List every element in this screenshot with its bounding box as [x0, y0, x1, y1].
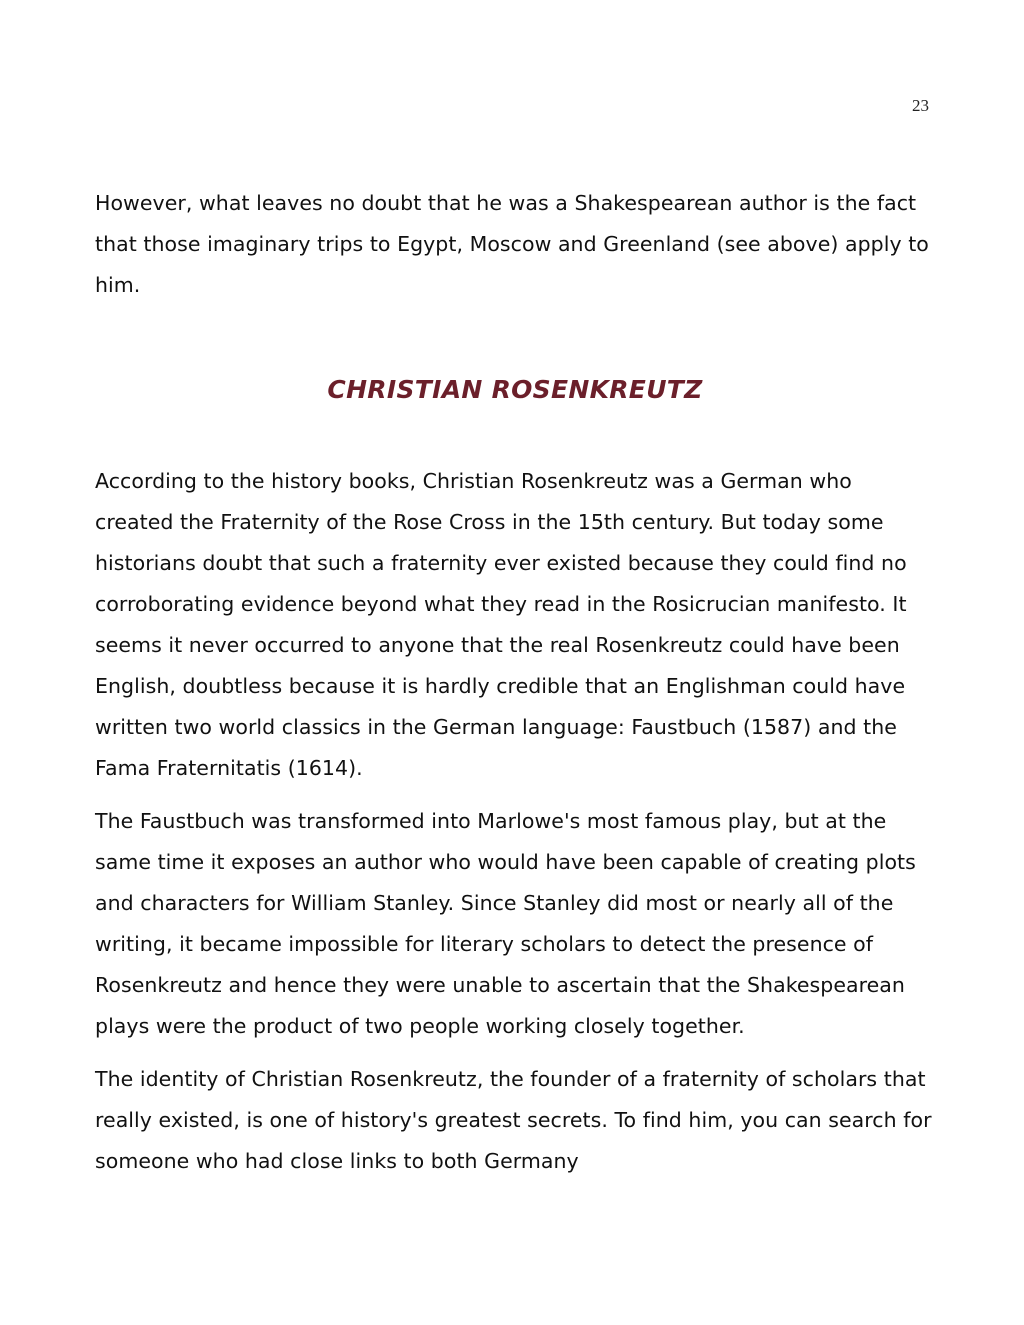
- paragraph-intro: However, what leaves no doubt that he was a Shakespearean author is the fact that those imaginary trips to Egypt, Moscow and Greenland (see above) apply to him.: [95, 191, 929, 297]
- paragraph-identity: The identity of Christian Rosenkreutz, the founder of a fraternity of scholars that really existed, is one of history's greatest secrets. To find him, you can search for someone who had close links to both Germany: [95, 1067, 932, 1173]
- page-content: [95, 183, 935, 1194]
- paragraph-faustbuch: The Faustbuch was transformed into Marlowe's most famous play, but at the same time it exposes an author who would have been capable of creating plots and characters for William Stanley. Since Stanley did most or nearly all of the writing, it became impossible for literary scholars to detect the presence of Rosenkreutz and hence they were unable to ascertain that the Shakespearean plays were the product of two people working closely together.: [95, 809, 916, 1038]
- paragraph-history: According to the history books, Christian Rosenkreutz was a German who created the Fraternity of the Rose Cross in the 15th century. But today some historians doubt that such a fraternity ever existed because they could find no corroborating evidence beyond what they read in the Rosicrucian manifesto. It seems it never occurred to anyone that the real Rosenkreutz could have been English, doubtless because it is hardly credible that an Englishman could have written two world classics in the German language: Faustbuch (1587) and the Fama Fraternitatis (1614).: [95, 469, 907, 780]
- page-number: 23: [912, 96, 929, 115]
- section-heading: CHRISTIAN ROSENKREUTZ: [327, 375, 703, 404]
